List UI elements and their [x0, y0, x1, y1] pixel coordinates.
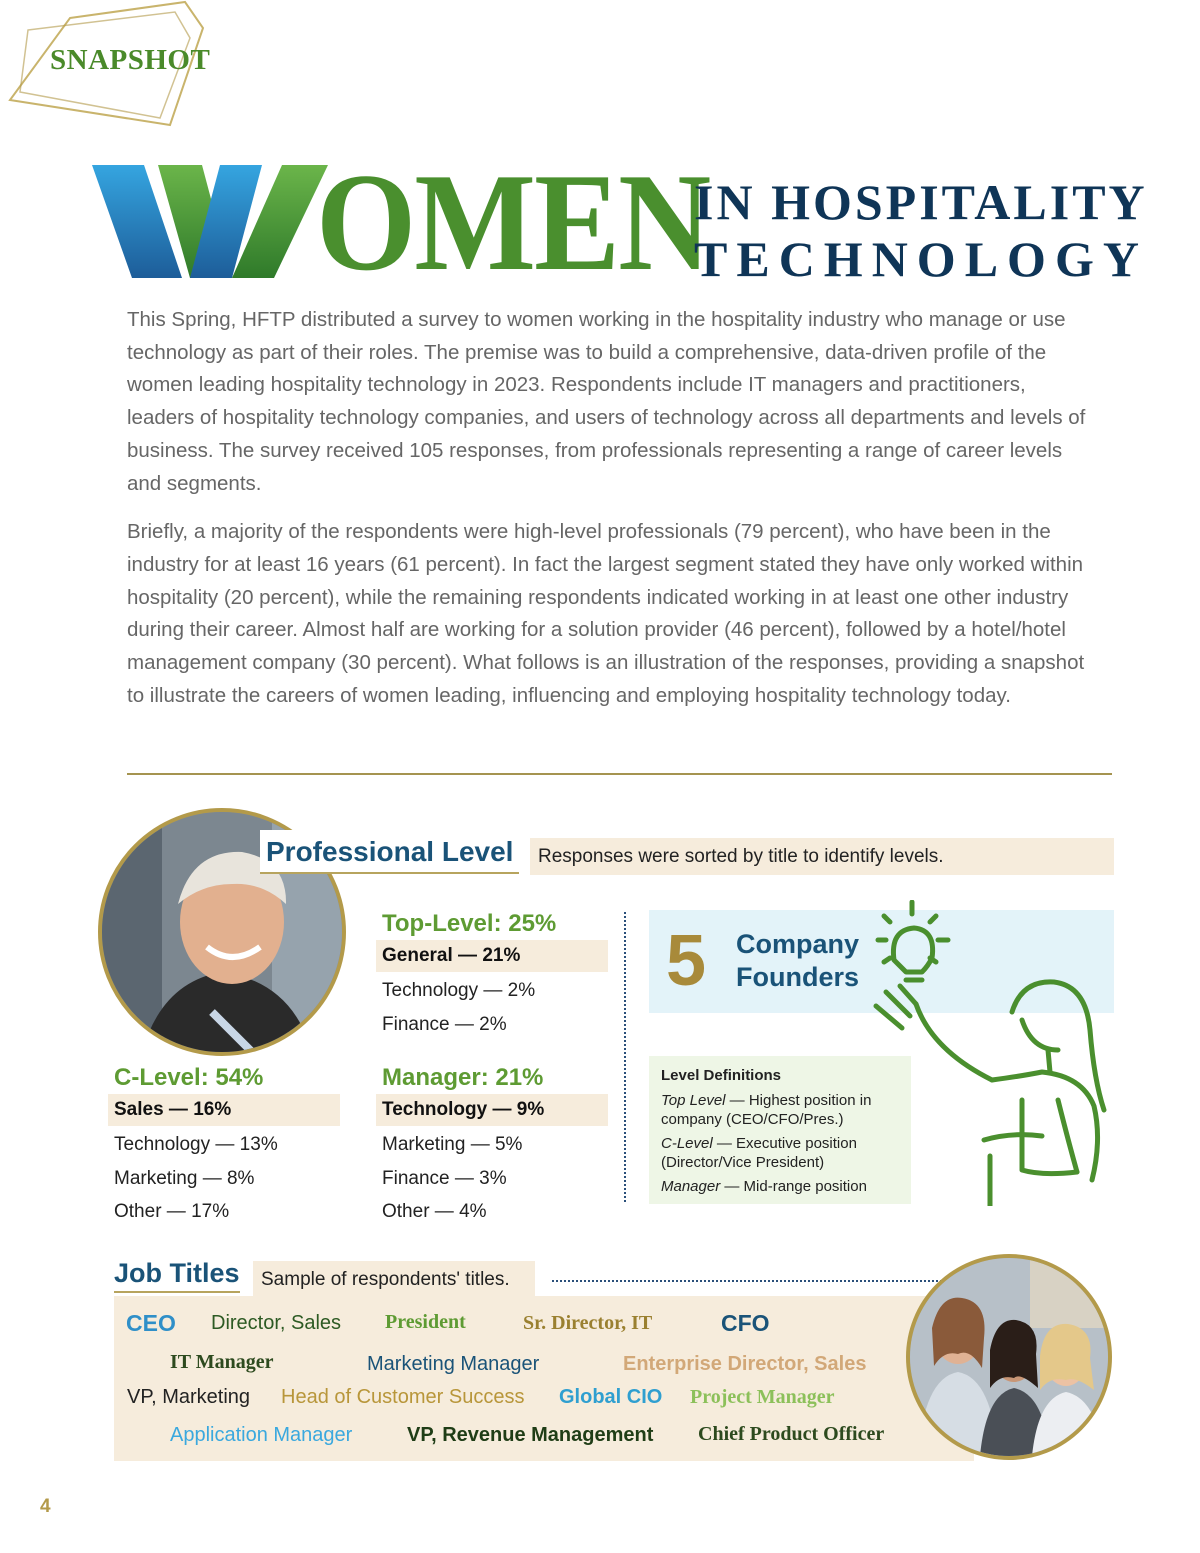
top-level-group [376, 910, 608, 1039]
job-title-item: Director, Sales [211, 1312, 342, 1334]
job-title-item: Global CIO [559, 1386, 663, 1408]
definition-term: C-Level [661, 1134, 713, 1152]
professional-level-note: Responses were sorted by title to identify levels. [530, 838, 1114, 875]
professional-level-title: Professional Level [260, 830, 519, 874]
top-level-heading: Top-Level: 25% [382, 910, 557, 937]
title-line-1: IN HOSPITALITY [694, 174, 1148, 230]
job-title-item: VP, Revenue Management [407, 1424, 654, 1446]
top-level-row: Technology — 2% [382, 980, 536, 1001]
definitions-heading: Level Definitions [661, 1067, 782, 1084]
manager-row: Marketing — 5% [382, 1134, 523, 1155]
job-title-item: IT Manager [170, 1351, 274, 1373]
page-number: 4 [40, 1496, 51, 1517]
w-logo-icon [92, 160, 330, 280]
title-line-2: TECHNOLOGY [694, 231, 1148, 287]
job-title-item: Sr. Director, IT [523, 1312, 653, 1334]
definition-term: Manager [661, 1177, 721, 1195]
top-level-row: Finance — 2% [382, 1013, 507, 1035]
founders-label [736, 928, 859, 994]
definition-desc: — Mid-range position [720, 1177, 867, 1195]
job-titles-title: Job Titles [114, 1258, 240, 1293]
definition-desc: — Executive position (Director/Vice President) [661, 1134, 857, 1171]
c-level-row: Technology — 13% [114, 1134, 278, 1155]
c-level-row: Sales — 16% [108, 1094, 340, 1126]
section-divider [127, 773, 1112, 775]
job-title-item: Application Manager [170, 1424, 353, 1446]
job-titles-note: Sample of respondents' titles. [253, 1261, 535, 1297]
manager-group [376, 1064, 608, 1227]
title-omen: OMEN [316, 145, 710, 300]
definition-item [661, 1134, 899, 1173]
c-level-row: Marketing — 8% [114, 1167, 255, 1189]
job-title-item: Marketing Manager [367, 1353, 540, 1375]
job-title-item: VP, Marketing [127, 1386, 251, 1408]
c-level-heading: C-Level: 54% [114, 1064, 264, 1091]
job-title-item: Enterprise Director, Sales [623, 1353, 867, 1375]
job-title-item: President [385, 1311, 466, 1333]
respondents-group-photo [906, 1254, 1112, 1460]
intro-paragraph-1: This Spring, HFTP distributed a survey to women working in the hospitality industry who manage or use technology as part of their roles. The premise was to build a comprehensive, data-driven profile of the women leading hospitality technology in 2023. Respondents include IT managers and practitioners, leaders of hospitality technology companies, and users of technology across all departments and levels of business. The survey received 105 responses, from professionals representing a range of career levels and segments. [127, 308, 1086, 495]
founders-label-line-1: Company [736, 929, 860, 959]
woman-lightbulb-icon [872, 900, 1112, 1206]
vertical-dotted-divider [624, 912, 626, 1202]
definition-desc: — Highest position in company (CEO/CFO/Pres.) [661, 1091, 872, 1128]
job-title-item: Project Manager [690, 1386, 835, 1408]
founders-count: 5 [666, 921, 707, 1001]
horizontal-dotted-divider [552, 1280, 942, 1282]
manager-heading: Manager: 21% [382, 1064, 544, 1091]
c-level-group [108, 1064, 340, 1227]
intro-text [127, 304, 1087, 728]
job-title-item: Chief Product Officer [698, 1423, 885, 1445]
snapshot-label: SNAPSHOT [50, 44, 211, 76]
top-level-row: General — 21% [376, 940, 608, 972]
manager-row: Technology — 9% [376, 1094, 608, 1126]
job-title-item: CFO [721, 1310, 770, 1336]
intro-paragraph-2: Briefly, a majority of the respondents were high-level professionals (79 percent), who have been in the industry for at least 16 years (61 percent). In fact the largest segment stated they have only worked within hospitality (20 percent), while the remaining respondents indicated working in at least one other industry during their career. Almost half are working for a solution provider (46 percent), followed by a hotel/hotel management company (30 percent). What follows is an illustration of the responses, providing a snapshot to illustrate the careers of women leading, influencing and employing hospitality technology today. [127, 520, 1085, 707]
definition-term: Top Level [661, 1091, 726, 1109]
manager-row: Finance — 3% [382, 1167, 507, 1189]
founders-label-line-2: Founders [736, 962, 860, 992]
job-title-item: CEO [126, 1310, 176, 1336]
definition-item [661, 1091, 899, 1130]
job-title-item: Head of Customer Success [281, 1386, 525, 1408]
definition-item [661, 1177, 899, 1197]
manager-row: Other — 4% [382, 1201, 487, 1222]
c-level-row: Other — 17% [114, 1201, 230, 1222]
